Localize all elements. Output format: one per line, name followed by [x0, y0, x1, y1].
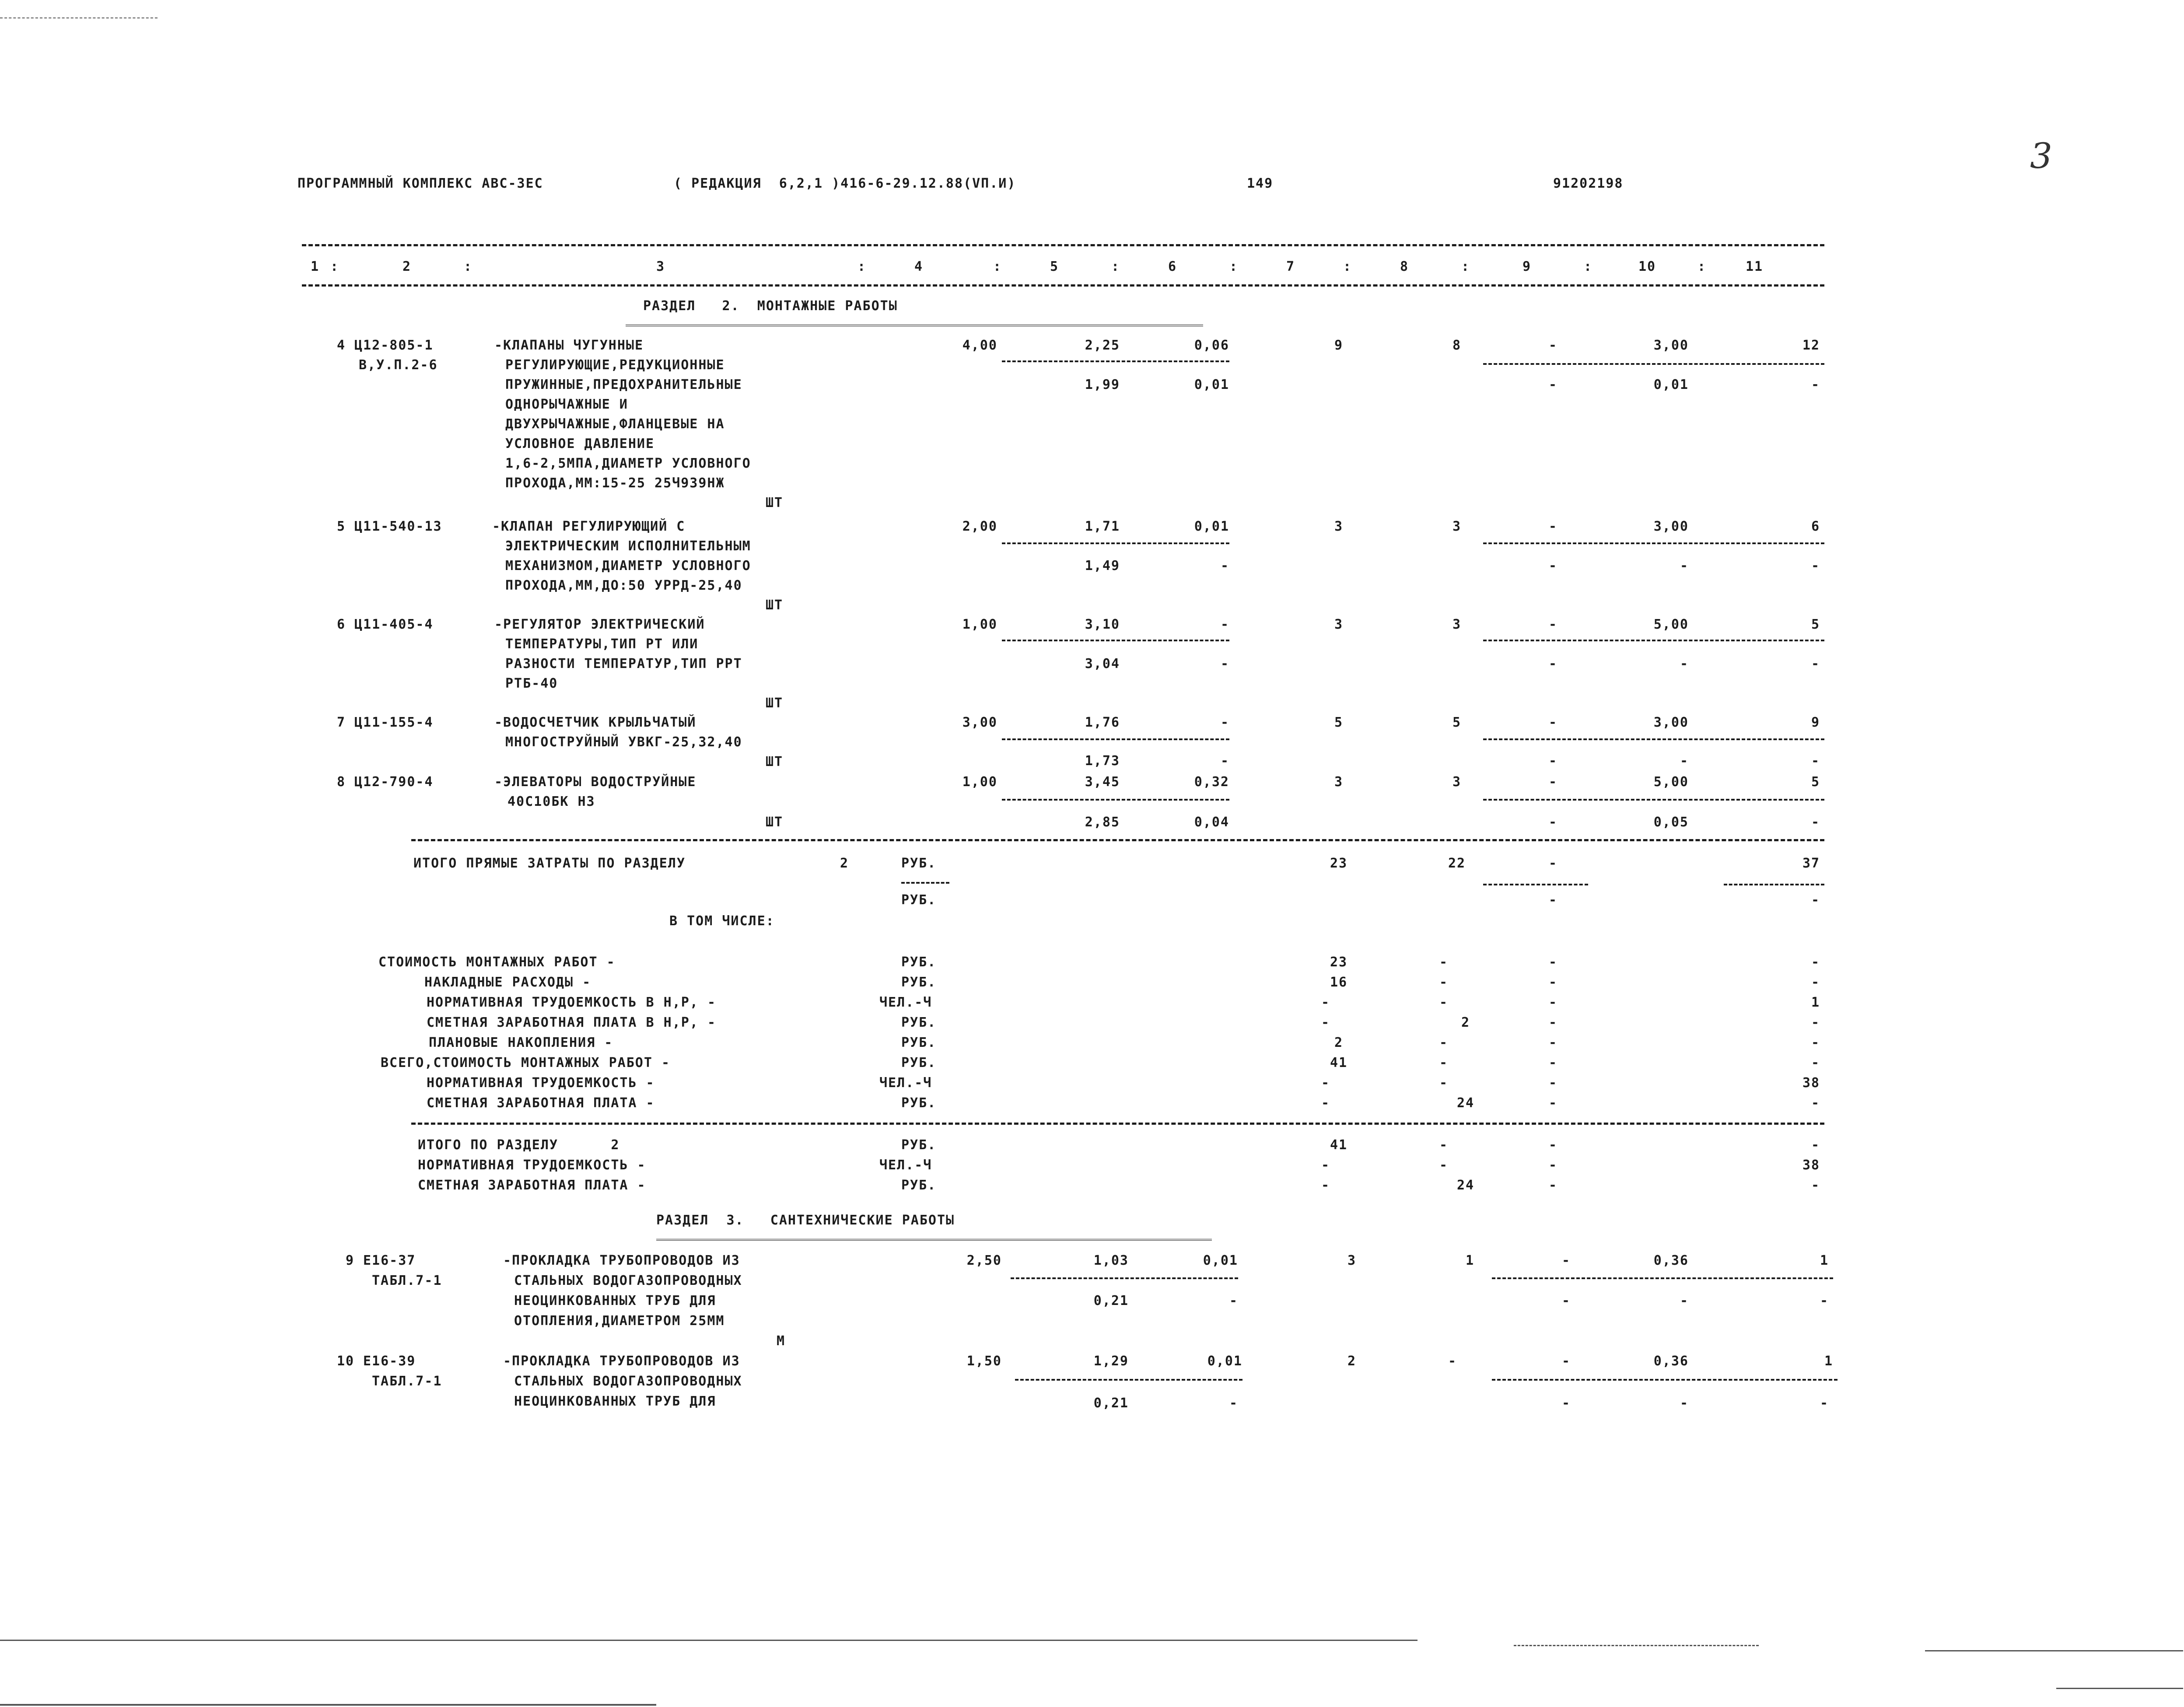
- section-total-col11: -: [1811, 1178, 1820, 1193]
- col-sep: :: [1111, 259, 1120, 274]
- item-col9-sub: -: [1548, 558, 1558, 574]
- item-desc-line: МЕХАНИЗМОМ,ДИАМЕТР УСЛОВНОГО: [505, 558, 751, 574]
- table-top-rule: [302, 244, 1824, 246]
- item-col9: -: [1561, 1253, 1571, 1268]
- item-desc-line: -РЕГУЛЯТОР ЭЛЕКТРИЧЕСКИЙ: [494, 617, 705, 632]
- breakdown-col9: -: [1548, 975, 1558, 990]
- total-col9: -: [1548, 856, 1558, 871]
- item-desc-line: РТБ-40: [505, 676, 558, 691]
- breakdown-col11: 38: [1802, 1075, 1820, 1091]
- section-total-col9: -: [1548, 1178, 1558, 1193]
- total-unit-secondary: РУБ.: [901, 892, 937, 908]
- total-col9-sub: -: [1548, 892, 1558, 908]
- item-col6-sub: -: [1220, 558, 1229, 574]
- item-col5-sub: 0,21: [1093, 1396, 1129, 1411]
- col-sep: :: [858, 259, 867, 274]
- item-unit: ШТ: [766, 815, 784, 830]
- item-number: 7: [337, 715, 346, 730]
- col-num-5: 5: [1050, 259, 1059, 274]
- breakdown-col7: 16: [1330, 975, 1348, 990]
- item-code: Ц11-540-13: [354, 519, 442, 534]
- item-col9-sub: -: [1561, 1293, 1571, 1308]
- item-col9-sub: -: [1561, 1396, 1571, 1411]
- breakdown-col11: -: [1811, 1015, 1820, 1030]
- breakdown-col11: 1: [1811, 995, 1820, 1010]
- breakdown-end-rule: [411, 1123, 1824, 1125]
- item-number: 8: [337, 774, 346, 790]
- section-total-col9: -: [1548, 1137, 1558, 1153]
- breakdown-col8: 24: [1456, 1095, 1475, 1111]
- item-desc-line: НЕОЦИНКОВАННЫХ ТРУБ ДЛЯ: [514, 1293, 716, 1308]
- section-total-label: ИТОГО ПО РАЗДЕЛУ 2: [418, 1137, 620, 1153]
- breakdown-col11: -: [1811, 1095, 1820, 1111]
- item-desc-line: СТАЛЬНЫХ ВОДОГАЗОПРОВОДНЫХ: [514, 1273, 742, 1288]
- item-col7: 5: [1334, 715, 1344, 730]
- item-col10: 5,00: [1653, 774, 1689, 790]
- breakdown-label: ВСЕГО,СТОИМОСТЬ МОНТАЖНЫХ РАБОТ -: [381, 1055, 671, 1070]
- item-col9: -: [1561, 1354, 1571, 1369]
- item-col9: -: [1548, 519, 1558, 534]
- subtotal-rule: [1002, 360, 1229, 362]
- breakdown-unit: РУБ.: [901, 1015, 937, 1030]
- item-col7: 9: [1334, 338, 1344, 353]
- subtotal-rule: [1483, 542, 1824, 544]
- breakdown-col9: -: [1548, 1075, 1558, 1091]
- item-col7: 3: [1334, 774, 1344, 790]
- breakdown-col9: -: [1548, 1035, 1558, 1050]
- col-num-6: 6: [1168, 259, 1177, 274]
- item-col7: 3: [1334, 519, 1344, 534]
- section-total-col11: -: [1811, 1137, 1820, 1153]
- subtotal-rule: [1483, 738, 1824, 740]
- item-desc-line: 1,6-2,5МПА,ДИАМЕТР УСЛОВНОГО: [505, 456, 751, 471]
- item-col7: 3: [1347, 1253, 1357, 1268]
- breakdown-col7: 2: [1334, 1035, 1344, 1050]
- item-col5-sub: 2,85: [1085, 815, 1120, 830]
- edition-info: ( РЕДАКЦИЯ 6,2,1 )416-6-29.12.88(VП.И): [674, 176, 1016, 191]
- item-desc-line: МНОГОСТРУЙНЫЙ УВКГ-25,32,40: [505, 735, 742, 750]
- scan-edge-line: [0, 1704, 656, 1706]
- item-desc-line: 40С10БК НЗ: [508, 794, 595, 809]
- breakdown-unit: ЧЕЛ.-Ч: [879, 995, 932, 1010]
- breakdown-col9: -: [1548, 1015, 1558, 1030]
- item-col11: 5: [1811, 617, 1820, 632]
- breakdown-col8: -: [1439, 975, 1449, 990]
- item-col11-sub: -: [1811, 815, 1820, 830]
- item-code: Е16-37: [363, 1253, 416, 1268]
- item-code: Ц11-155-4: [354, 715, 434, 730]
- item-desc-line: РЕГУЛИРУЮЩИЕ,РЕДУКЦИОННЫЕ: [505, 357, 725, 373]
- breakdown-col8: -: [1439, 1035, 1449, 1050]
- breakdown-col8: -: [1439, 955, 1449, 970]
- section-2-items-end-rule: [411, 839, 1824, 841]
- col-sep: :: [1461, 259, 1470, 274]
- section-total-col7: -: [1321, 1158, 1330, 1173]
- item-code: Ц12-790-4: [354, 774, 434, 790]
- col-sep: :: [1584, 259, 1593, 274]
- col-sep: :: [1698, 259, 1707, 274]
- scan-edge-line: [1514, 1645, 1759, 1646]
- col-sep: :: [1343, 259, 1352, 274]
- section-total-label: НОРМАТИВНАЯ ТРУДОЕМКОСТЬ -: [418, 1158, 646, 1173]
- breakdown-col8: -: [1439, 995, 1449, 1010]
- scan-edge-line: [0, 17, 158, 18]
- item-unit: ШТ: [766, 696, 784, 711]
- breakdown-unit: РУБ.: [901, 1035, 937, 1050]
- item-desc-line: ПРОХОДА,ММ,ДО:50 УРРД-25,40: [505, 578, 742, 593]
- breakdown-col9: -: [1548, 955, 1558, 970]
- item-col8: 5: [1452, 715, 1462, 730]
- item-col6-sub: -: [1220, 753, 1229, 769]
- section-3-title: РАЗДЕЛ 3. САНТЕХНИЧЕСКИЕ РАБОТЫ: [656, 1213, 955, 1228]
- item-col10: 3,00: [1653, 519, 1689, 534]
- subtotal-rule: [1492, 1379, 1838, 1381]
- item-col11-sub: -: [1811, 558, 1820, 574]
- col-num-10: 10: [1638, 259, 1656, 274]
- item-unit: М: [777, 1333, 786, 1349]
- section-total-col9: -: [1548, 1158, 1558, 1173]
- program-title: ПРОГРАММНЫЙ КОМПЛЕКС АВС-3ЕС: [298, 176, 543, 191]
- item-col10-sub: 0,01: [1653, 377, 1689, 392]
- item-desc-line: ПРУЖИННЫЕ,ПРЕДОХРАНИТЕЛЬНЫЕ: [505, 377, 742, 392]
- section-total-col8: -: [1439, 1158, 1449, 1173]
- item-code: Е16-39: [363, 1354, 416, 1369]
- col-sep: :: [1229, 259, 1239, 274]
- col-num-3: 3: [656, 259, 665, 274]
- total-col11: 37: [1802, 856, 1820, 871]
- col-num-9: 9: [1522, 259, 1532, 274]
- item-col6-sub: -: [1229, 1396, 1238, 1411]
- section-total-col11: 38: [1802, 1158, 1820, 1173]
- item-code: Ц12-805-1: [354, 338, 434, 353]
- breakdown-col9: -: [1548, 995, 1558, 1010]
- item-col10-sub: -: [1680, 753, 1689, 769]
- item-col8: 8: [1452, 338, 1462, 353]
- item-col10-sub: -: [1680, 558, 1689, 574]
- breakdown-col9: -: [1548, 1055, 1558, 1070]
- item-quantity: 2,50: [966, 1253, 1002, 1268]
- item-desc-line: ОДНОРЫЧАЖНЫЕ И: [505, 397, 628, 412]
- item-col10: 0,36: [1653, 1354, 1689, 1369]
- item-col11: 1: [1820, 1253, 1829, 1268]
- item-desc-line: ЭЛЕКТРИЧЕСКИМ ИСПОЛНИТЕЛЬНЫМ: [505, 539, 751, 554]
- item-quantity: 1,00: [962, 774, 998, 790]
- item-col9: -: [1548, 774, 1558, 790]
- item-col5-sub: 1,99: [1085, 377, 1120, 392]
- section-2-title-underline: [626, 325, 1203, 326]
- item-desc-line: ДВУХРЫЧАЖНЫЕ,ФЛАНЦЕВЫЕ НА: [505, 416, 725, 432]
- table-header-rule: [302, 284, 1824, 287]
- item-quantity: 1,00: [962, 617, 998, 632]
- col-num-1: 1: [311, 259, 320, 274]
- item-col6: -: [1220, 715, 1229, 730]
- breakdown-unit: ЧЕЛ.-Ч: [879, 1075, 932, 1091]
- section-total-col7: 41: [1330, 1137, 1348, 1153]
- item-col6-sub: 0,01: [1194, 377, 1229, 392]
- breakdown-col11: -: [1811, 1055, 1820, 1070]
- breakdown-col7: -: [1321, 995, 1330, 1010]
- item-col9-sub: -: [1548, 753, 1558, 769]
- scan-edge-line: [2056, 1688, 2183, 1689]
- item-col11: 12: [1802, 338, 1820, 353]
- item-desc-line: ОТОПЛЕНИЯ,ДИАМЕТРОМ 25ММ: [514, 1313, 725, 1329]
- item-code: Ц11-405-4: [354, 617, 434, 632]
- item-col6: -: [1220, 617, 1229, 632]
- subtotal-rule: [1011, 1277, 1238, 1279]
- item-number: 9: [346, 1253, 355, 1268]
- total-col7: 23: [1330, 856, 1348, 871]
- section-total-col8: 24: [1456, 1178, 1475, 1193]
- item-col9-sub: -: [1548, 377, 1558, 392]
- col-num-2: 2: [402, 259, 412, 274]
- col-num-7: 7: [1286, 259, 1295, 274]
- section-total-unit: РУБ.: [901, 1137, 937, 1153]
- item-col6: 0,01: [1203, 1253, 1238, 1268]
- item-reference: ТАБЛ.7-1: [372, 1273, 442, 1288]
- item-col5-sub: 1,49: [1085, 558, 1120, 574]
- col-sep: :: [464, 259, 473, 274]
- item-col8: 1: [1465, 1253, 1475, 1268]
- item-col11-sub: -: [1811, 656, 1820, 672]
- breakdown-unit: РУБ.: [901, 1095, 937, 1111]
- breakdown-unit: РУБ.: [901, 1055, 937, 1070]
- breakdown-label: НОРМАТИВНАЯ ТРУДОЕМКОСТЬ В Н,Р, -: [427, 995, 717, 1010]
- section-total-col8: -: [1439, 1137, 1449, 1153]
- total-col11-sub: -: [1811, 892, 1820, 908]
- item-col11-sub: -: [1820, 1396, 1829, 1411]
- col-sep: :: [330, 259, 340, 274]
- scan-edge-line: [0, 1640, 1418, 1641]
- total-label: ИТОГО ПРЯМЫЕ ЗАТРАТЫ ПО РАЗДЕЛУ: [413, 856, 686, 871]
- item-desc-line: ТЕМПЕРАТУРЫ,ТИП РТ ИЛИ: [505, 637, 699, 652]
- item-unit: ШТ: [766, 598, 784, 613]
- item-quantity: 3,00: [962, 715, 998, 730]
- item-col9: -: [1548, 617, 1558, 632]
- item-unit: ШТ: [766, 754, 784, 770]
- breakdown-label: СМЕТНАЯ ЗАРАБОТНАЯ ПЛАТА -: [427, 1095, 655, 1111]
- subtotal-rule: [1483, 640, 1824, 641]
- item-number: 6: [337, 617, 346, 632]
- including-heading: В ТОМ ЧИСЛЕ:: [669, 913, 775, 929]
- breakdown-label: НОРМАТИВНАЯ ТРУДОЕМКОСТЬ -: [427, 1075, 655, 1091]
- item-quantity: 1,50: [966, 1354, 1002, 1369]
- item-col5: 3,10: [1085, 617, 1120, 632]
- breakdown-label: НАКЛАДНЫЕ РАСХОДЫ -: [424, 975, 592, 990]
- item-col8: 3: [1452, 617, 1462, 632]
- item-desc-line: ПРОХОДА,ММ:15-25 25Ч939НЖ: [505, 476, 725, 491]
- breakdown-col11: -: [1811, 1035, 1820, 1050]
- col-num-11: 11: [1746, 259, 1764, 274]
- item-col7: 3: [1334, 617, 1344, 632]
- item-col10: 3,00: [1653, 338, 1689, 353]
- item-col10-sub: 0,05: [1653, 815, 1689, 830]
- col-num-8: 8: [1400, 259, 1409, 274]
- unit-rule: [901, 882, 949, 884]
- item-desc-line: УСЛОВНОЕ ДАВЛЕНИЕ: [505, 436, 655, 451]
- item-col9: -: [1548, 338, 1558, 353]
- breakdown-unit: РУБ.: [901, 975, 937, 990]
- section-3-title-underline: [656, 1239, 1212, 1241]
- item-col10: 5,00: [1653, 617, 1689, 632]
- item-col11: 5: [1811, 774, 1820, 790]
- item-col5: 1,03: [1093, 1253, 1129, 1268]
- item-col11-sub: -: [1820, 1293, 1829, 1308]
- breakdown-col7: -: [1321, 1075, 1330, 1091]
- breakdown-col8: -: [1439, 1075, 1449, 1091]
- item-col10: 0,36: [1653, 1253, 1689, 1268]
- item-number: 5: [337, 519, 346, 534]
- document-code: 91202198: [1553, 176, 1624, 191]
- item-col7: 2: [1347, 1354, 1357, 1369]
- item-desc-line: -КЛАПАН РЕГУЛИРУЮЩИЙ С: [492, 519, 686, 534]
- page-number: 149: [1247, 176, 1274, 191]
- breakdown-label: СТОИМОСТЬ МОНТАЖНЫХ РАБОТ -: [378, 955, 616, 970]
- item-col5: 1,71: [1085, 519, 1120, 534]
- subtotal-rule: [1002, 738, 1229, 740]
- subtotal-rule: [1483, 799, 1824, 801]
- item-col6: 0,32: [1194, 774, 1229, 790]
- item-col8: 3: [1452, 519, 1462, 534]
- item-col5-sub: 0,21: [1093, 1293, 1129, 1308]
- breakdown-col8: 2: [1461, 1015, 1470, 1030]
- breakdown-col11: -: [1811, 975, 1820, 990]
- subtotal-rule: [1483, 363, 1824, 365]
- item-desc-line: -КЛАПАНЫ ЧУГУННЫЕ: [494, 338, 644, 353]
- breakdown-unit: РУБ.: [901, 955, 937, 970]
- item-col11: 1: [1824, 1354, 1833, 1369]
- item-col11-sub: -: [1811, 753, 1820, 769]
- item-col5: 1,76: [1085, 715, 1120, 730]
- breakdown-col7: 41: [1330, 1055, 1348, 1070]
- section-total-label: СМЕТНАЯ ЗАРАБОТНАЯ ПЛАТА -: [418, 1178, 646, 1193]
- subtotal-rule: [1492, 1277, 1833, 1279]
- breakdown-col8: -: [1439, 1055, 1449, 1070]
- section-total-col7: -: [1321, 1178, 1330, 1193]
- item-col5: 2,25: [1085, 338, 1120, 353]
- breakdown-col7: -: [1321, 1015, 1330, 1030]
- item-col6-sub: 0,04: [1194, 815, 1229, 830]
- item-col5-sub: 1,73: [1085, 753, 1120, 769]
- item-col10-sub: -: [1680, 1293, 1689, 1308]
- page-corner-mark: 3: [2030, 136, 2052, 176]
- item-col6: 0,01: [1194, 519, 1229, 534]
- breakdown-col7: 23: [1330, 955, 1348, 970]
- item-quantity: 2,00: [962, 519, 998, 534]
- subtotal-rule: [1724, 884, 1824, 885]
- item-reference: ТАБЛ.7-1: [372, 1374, 442, 1389]
- item-col6: 0,01: [1207, 1354, 1242, 1369]
- subtotal-rule: [1002, 799, 1229, 801]
- total-unit: РУБ.: [901, 856, 937, 871]
- breakdown-col9: -: [1548, 1095, 1558, 1111]
- item-col5-sub: 3,04: [1085, 656, 1120, 672]
- item-col8: 3: [1452, 774, 1462, 790]
- scan-edge-line: [1925, 1650, 2183, 1651]
- item-col9: -: [1548, 715, 1558, 730]
- item-number: 4: [337, 338, 346, 353]
- item-col6: 0,06: [1194, 338, 1229, 353]
- subtotal-rule: [1015, 1379, 1242, 1381]
- breakdown-label: СМЕТНАЯ ЗАРАБОТНАЯ ПЛАТА В Н,Р, -: [427, 1015, 717, 1030]
- item-col6-sub: -: [1220, 656, 1229, 672]
- total-col8: 22: [1448, 856, 1466, 871]
- breakdown-label: ПЛАНОВЫЕ НАКОПЛЕНИЯ -: [429, 1035, 613, 1050]
- item-col9-sub: -: [1548, 815, 1558, 830]
- item-col5: 3,45: [1085, 774, 1120, 790]
- item-col10-sub: -: [1680, 1396, 1689, 1411]
- subtotal-rule: [1002, 542, 1229, 544]
- item-col11: 6: [1811, 519, 1820, 534]
- section-2-title: РАЗДЕЛ 2. МОНТАЖНЫЕ РАБОТЫ: [643, 298, 898, 314]
- item-desc-line: -ВОДОСЧЕТЧИК КРЫЛЬЧАТЫЙ: [494, 715, 696, 730]
- item-col10-sub: -: [1680, 656, 1689, 672]
- item-desc-line: НЕОЦИНКОВАННЫХ ТРУБ ДЛЯ: [514, 1394, 716, 1409]
- item-desc-line: РАЗНОСТИ ТЕМПЕРАТУР,ТИП РРТ: [505, 656, 742, 672]
- item-number: 10: [337, 1354, 355, 1369]
- subtotal-rule: [1483, 884, 1588, 885]
- item-col9-sub: -: [1548, 656, 1558, 672]
- col-num-4: 4: [914, 259, 924, 274]
- item-quantity: 4,00: [962, 338, 998, 353]
- item-col6-sub: -: [1229, 1293, 1238, 1308]
- section-total-unit: РУБ.: [901, 1178, 937, 1193]
- item-desc-line: СТАЛЬНЫХ ВОДОГАЗОПРОВОДНЫХ: [514, 1374, 742, 1389]
- item-desc-line: -ПРОКЛАДКА ТРУБОПРОВОДОВ ИЗ: [503, 1253, 740, 1268]
- item-col11-sub: -: [1811, 377, 1820, 392]
- item-desc-line: -ЭЛЕВАТОРЫ ВОДОСТРУЙНЫЕ: [494, 774, 696, 790]
- item-col5: 1,29: [1093, 1354, 1129, 1369]
- breakdown-col11: -: [1811, 955, 1820, 970]
- breakdown-col7: -: [1321, 1095, 1330, 1111]
- total-section-number: 2: [840, 856, 849, 871]
- item-reference: В,У.П.2-6: [359, 357, 438, 373]
- item-col10: 3,00: [1653, 715, 1689, 730]
- item-unit: ШТ: [766, 495, 784, 511]
- col-sep: :: [993, 259, 1002, 274]
- section-total-unit: ЧЕЛ.-Ч: [879, 1158, 932, 1173]
- item-col11: 9: [1811, 715, 1820, 730]
- item-desc-line: -ПРОКЛАДКА ТРУБОПРОВОДОВ ИЗ: [503, 1354, 740, 1369]
- item-col8: -: [1448, 1354, 1457, 1369]
- subtotal-rule: [1002, 640, 1229, 641]
